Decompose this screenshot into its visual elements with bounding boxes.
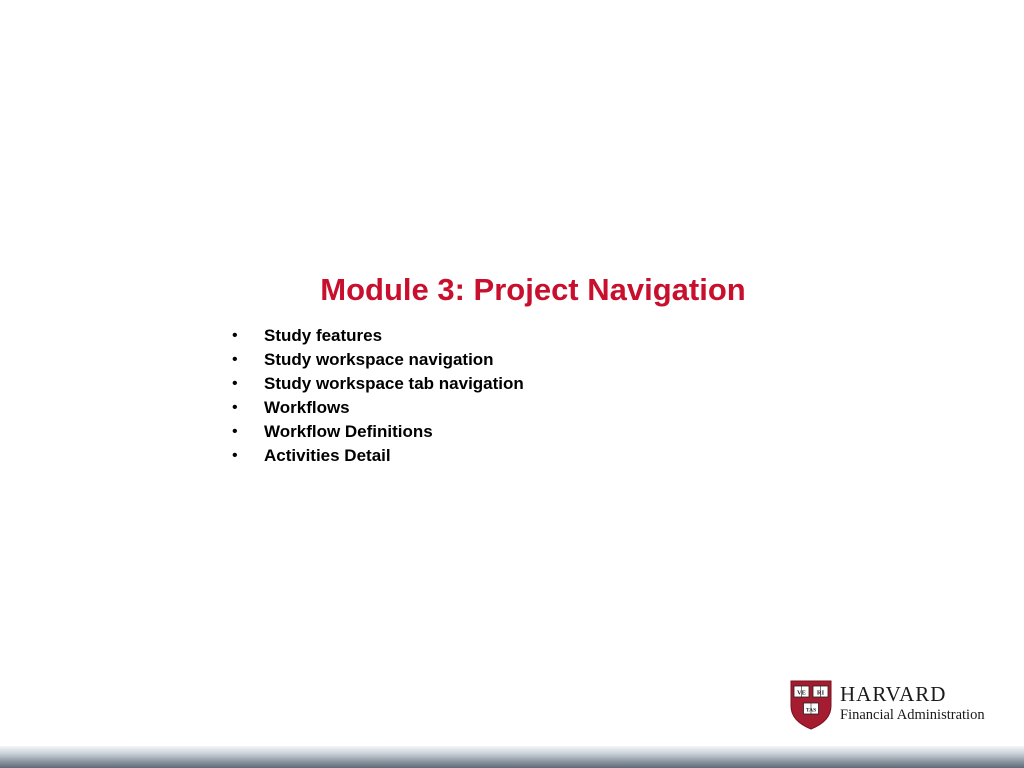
bullet-text: Activities Detail [264,446,391,465]
shield-text-ri: RI [816,689,825,697]
slide-title-text: Module 3: Project Navigation [320,272,746,307]
harvard-shield-icon [790,680,832,730]
bullet-glyph: • [232,351,238,368]
bullet-item [228,372,524,396]
bullet-glyph: • [232,423,238,440]
logo-subtitle: Financial Administration [840,707,985,723]
bullet-item [228,324,524,348]
bullet-glyph: • [232,327,238,344]
bullet-list [228,324,524,468]
bullet-text: Study workspace tab navigation [264,374,524,393]
harvard-logo [790,680,1010,730]
bullet-item [228,420,524,444]
bullet-glyph: • [232,375,238,392]
bullet-text: Workflows [264,398,350,417]
footer-bar [0,746,1024,768]
slide-title [0,268,1024,312]
bullet-item [228,444,524,468]
bullet-text: Study workspace navigation [264,350,494,369]
bullet-text: Workflow Definitions [264,422,433,441]
logo-wordmark [840,682,985,724]
shield-text-tas: TAS [805,707,817,714]
bullet-glyph: • [232,447,238,464]
logo-name: HARVARD [840,682,947,706]
shield-text-ve: VE [796,689,807,697]
bullet-glyph: • [232,399,238,416]
bullet-item [228,396,524,420]
bullet-item [228,348,524,372]
bullet-text: Study features [264,326,383,345]
